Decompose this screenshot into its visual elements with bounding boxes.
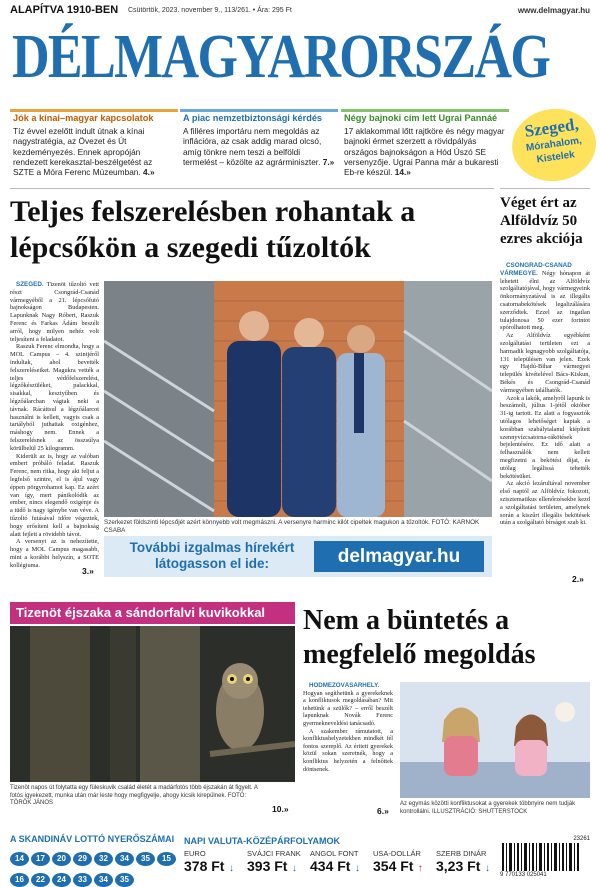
owl-headline[interactable]: Tizenöt éjszaka a sándorfalvi kuvikokkal [10,602,295,624]
lotto-ball: 16 [10,873,29,887]
page-reference[interactable]: 6.» [377,806,389,816]
teaser-body: 17 aklakommal lőtt rajtköre és négy magyar bajnoki érmet szerzett a rövidpályás országos bajnokságon a Hód Úszó SE versenyzője. Ugrai Panna már a bukaresti Eb-re készül. 14.» [344,126,505,178]
page-reference[interactable]: 10.» [272,804,289,814]
teaser-strip [10,109,590,178]
promo-banner[interactable] [104,536,492,577]
sidebar-headline[interactable]: Véget ért az Alföldvíz 50 ezres akciója [500,195,583,247]
issue-info: Csütörtök, 2023. november 9., 113/261. • Ára: 295 Ft [128,7,292,14]
fx-title: NAPI VALUTA-KÖZÉPÁRFOLYAMOK [184,836,341,846]
teaser-body: Tíz évvel ezelőtt indult útnak a kínai nagystratégia, az Övezet és Út kezdeményezés. Ennek apropóján rendezett kerekasztal-beszélgetést az SZTE a Móra Ferenc Múzeumban. 4.» [13,126,155,178]
teaser-headline: Jók a kínai–magyar kapcsolatok [10,109,178,125]
lotto-ball: 24 [52,873,71,887]
firefighters-photo [104,281,492,517]
barcode-number: 9 770133 025041 [500,872,547,878]
lotto-ball: 17 [31,852,50,866]
masthead [6,18,594,90]
lotto-ball: 20 [52,852,71,866]
owl-illustration [10,626,295,782]
website-link[interactable]: www.delmagyar.hu [517,6,590,15]
lotto-ball: 14 [10,852,29,866]
divider [500,188,590,189]
lead-article-body: SZEGED. Tizenöt tűzoltó vett részt Csongrád-Csanád vármegyéből a 21. lépcsőfutó bajnokságon Budapesten. Lapunknak Nagy Róbert, Raszuk Ferenc és Farkas Ádám beszélt arról, hogy milyen nehéz volt teljesíteni a feladatot. Raszuk Ferenc elmondta, hogy a MOL Campus – 4. szintjéről indultak, ahol bevették felszereléseiket. Magukra vették a teljes védőfelszerelést, légzőkészüléket, palackkal, sisakkal, kesztyűben és légzőálarcban vágtak neki a távnak. Rácáttsul a légzőálarcot használni is kellett, vagyis csak a tartályból juthattak oxigénhez, máshogy nem. Ennek a felszerelésnek az összsúlya körülbelül 25 kilogramm. Kiderült az is, hogy az valóban embert próbáló feladat. Raszuk Ferenc, nem ritka, hogy aki feljut a legfelső szintre, el is ájul vagy éppen pörgyrohamot kap. Ez azért van így, mert pánikolódik az ember, nincs elegendő oxigénje és a tüdő is nagy igénybe van véve. A tűzoltó futásával időre végeztek, hogy erősíteni kell a bajnokság alatt fejlett a rövidebb távot. A versenyt az is nehezítette, hogy a MOL Campus magasabb, mint a korábbi helyszín, a SOTE kollégiuma. [10,281,99,569]
lotto-ball: 15 [157,852,176,866]
teaser-headline: A piac nemzetbiztonsági kérdés [180,109,338,125]
sidebar-article-body: CSONGRÁD-CSANÁD VÁRMEGYE. Négy hónapon át lehetett élni az Alföldvíz szolgáltatójával, hogy vármegyeink önkormányzatával is az illegális csatornabekötések legalizálására szerződtek. Ezzel az ingatlan tulajdonosa 50 ezer forintot spórolhatott meg. Az Alföldvíz egyébként szolgáltatási területen ezt a harmadik legnagyobb szolgáltatója, 131 településen van jelen. Ezek egy Hajdú-Bihar vármegyei település kivételével Bács-Kiskun, Békés és Csongrád-Csanád vármegyében találhatók. Azok a lakók, amelyről lapunk is beszámolt, július 1-jétől október 31-ig tartott. Ez alatt a fogyasztók utólagos lehetőséget kaptak a korábban szabálytalanul kiépített szennyvízcsatorna-rákötések bejelentésére. Ez idő alatt a felhasználók nem kellett megfizetni a bekötési díjat, és utólag legálissá tehették bekötésüket. Az akció lezárultával november első naptól az Alföldvíz fokozott, szisztematikus ellenőrzésekbe kezd a szolgáltatási területen, amelynek során a kiszűrt illegális bekötések után a szolgáltató bírságot szab ki. [500,262,590,527]
teaser-market[interactable] [180,109,338,175]
dateline: SZEGED. [16,281,44,288]
promo-logo[interactable]: delmagyar.hu [314,541,484,572]
lotto-ball: 22 [31,873,50,887]
subarticle-body: HÓDMEZŐVÁSÁRHELY. Hogyan segíthetünk a gyerekeknek a konfliktusok megoldásában? Mit tehetünk a szülők? – erről beszélt lapunknak Novák Ferenc gyermekneveldési tanácsadó. A szakember rámutatott, a konfliktushelyzetekben mindkét fél fontos szereplő. Az éritett gyerekek közül sokan szeretnék, hogy a konfliktus helyzetén a felnőttek döntsenek. [303,682,393,773]
lotto-ball: 34 [115,852,134,866]
lead-headline[interactable]: Teljes felszerelésben rohantak a lépcsőkön a szegedi tűzoltók [10,195,416,264]
fx-rate: SZERB DINÁR 3,23 Ft ↓ [436,849,490,874]
edition-badge [507,104,600,187]
lotto-ball: 29 [73,852,92,866]
children-illustration [400,682,590,798]
founded-label: ALAPÍTVA 1910-BEN [10,4,119,16]
dateline: CSONGRÁD-CSANÁD VÁRMEGYE. [500,262,572,277]
subarticle-headline[interactable]: Nem a büntetés a megfelelő megoldás [303,605,536,670]
lotto-ball: 34 [94,873,113,887]
page-reference[interactable]: 3.» [82,566,94,576]
arrow-down-icon: ↓ [291,863,297,874]
edition-town: Mórahalom, [525,135,583,154]
teaser-headline: Négy bajnoki cím lett Ugrai Pannáé [341,109,509,125]
teaser-body: A filléres importáru nem megoldás az inflációra, az csak addig marad olcsó, amíg tönkre nem teszi a belföldi termelést – közölte az agrárminiszter. 7.» [183,126,335,167]
promo-text: További izgalmas hírekért látogasson el ide: [129,540,295,571]
fx-rate: SVÁJCI FRANK 393 Ft ↓ [247,849,301,874]
owl-photo [10,626,295,782]
lotto-ball: 35 [115,873,134,887]
teaser-china[interactable] [10,109,178,178]
lotto-ball: 32 [94,852,113,866]
page-reference[interactable]: 2.» [572,574,584,584]
edition-city: Szeged, [523,114,580,141]
arrow-down-icon: ↓ [354,863,360,874]
fx-rate: ANGOL FONT 434 Ft ↓ [310,849,360,874]
arrow-down-icon: ↓ [484,863,490,874]
firefighters-illustration [104,281,492,517]
lotto-numbers [10,848,180,887]
children-photo [400,682,590,798]
teaser-swimming[interactable] [341,109,509,178]
arrow-down-icon: ↓ [228,863,234,874]
masthead-title[interactable]: DÉLMAGYARORSZÁG [12,23,550,90]
divider [10,188,494,189]
barcode-issue: 23261 [573,836,590,842]
lead-photo-caption: Szerkezet földszinti lépcsőjét azért könnyebb volt megmászni. A versenyre harminc kilót cipeltek magukon a tűzoltók. FOTÓ: KARNOK CSABA [104,519,480,534]
fx-rate: USA-DOLLÁR 354 Ft ↑ [373,849,423,874]
arrow-up-icon: ↑ [417,863,423,874]
children-photo-caption: Az egymás közötti konfliktusokat a gyerekek többnyire nem tudják kontrollálni. ILLUSZTRÁCIÓ: SHUTTERSTOCK [400,801,576,815]
edition-town: Kistelek [535,149,576,166]
lotto-ball: 35 [136,852,155,866]
lotto-ball: 33 [73,873,92,887]
fx-rate: EURO 378 Ft ↓ [184,849,234,874]
dateline: HÓDMEZŐVÁSÁRHELY. [309,682,380,689]
barcode [500,836,590,878]
barcode-bars [500,843,590,873]
owl-photo-caption: Tizenöt napos út folytatta egy füleskuvik család életét a madárfotós több éjszakán át figyelt. A fotós igyekezett, munka után már leste hogy megfigyelje, ahogy kicsik kirepülnek. FOTÓ: TÖRÖK JÁNOS [10,785,258,806]
topbar [10,4,590,18]
lotto-title: A SKANDINÁV LOTTÓ NYERŐSZÁMAI [10,834,175,844]
